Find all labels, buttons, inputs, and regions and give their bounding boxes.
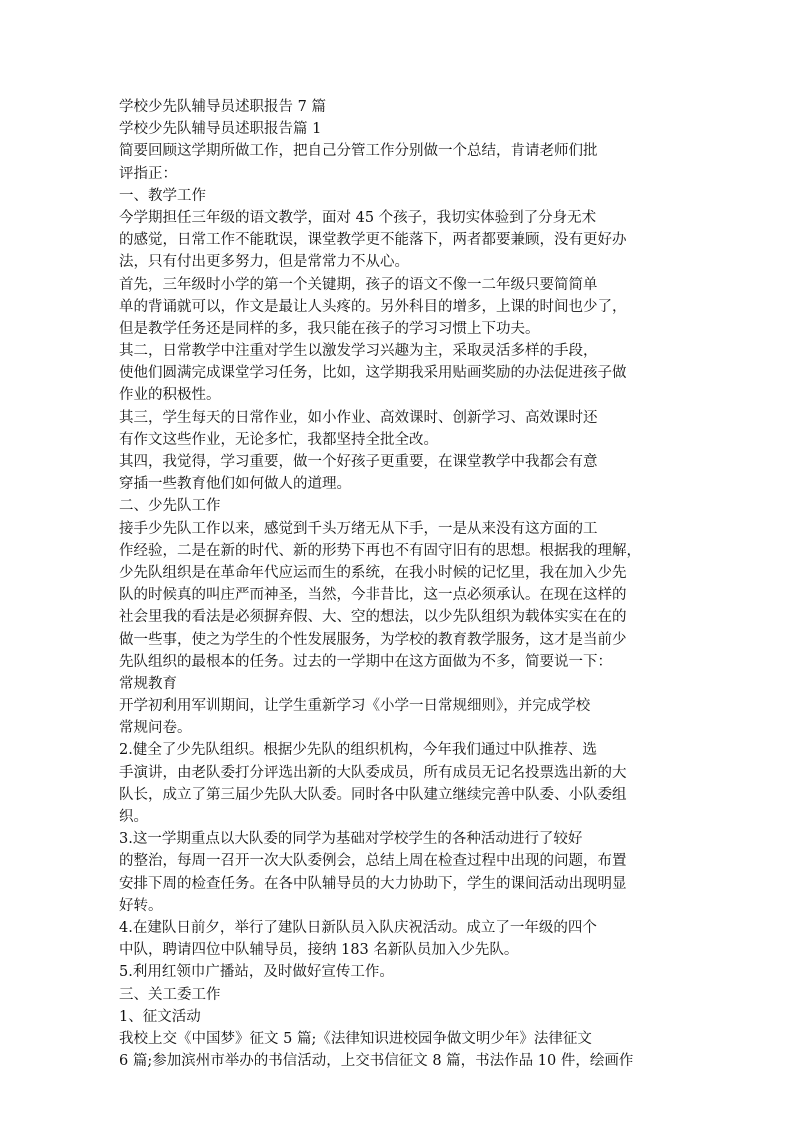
text-line: 3.这一学期重点以大队委的同学为基础对学校学生的各种活动进行了较好	[119, 831, 583, 848]
text-line: 社会里我的看法是必须摒弃假、大、空的想法，以少先队组织为载体实实在在的	[119, 609, 627, 626]
text-line: 评指正：	[119, 165, 177, 182]
text-line: 但是教学任务还是同样的多，我只能在孩子的学习习惯上下功夫。	[119, 320, 540, 337]
text-line: 先队组织的最根本的任务。过去的一学期中在这方面做为不多，简要说一下：	[119, 653, 612, 670]
text-line: 接手少先队工作以来，感觉到千头万绪无从下手，一是从来没有这方面的工	[119, 520, 598, 537]
text-line: 安排下周的检查任务。在各中队辅导员的大力协助下，学生的课间活动出现明显	[119, 875, 627, 892]
text-line: 二、少先队工作	[119, 498, 221, 515]
text-line: 6 篇;参加滨州市举办的书信活动，上交书信征文 8 篇，书法作品 10 件，绘画作	[119, 1053, 634, 1070]
document-title: 学校少先队辅导员述职报告 7 篇	[119, 99, 326, 115]
text-line: 2.健全了少先队组织。根据少先队的组织机构，今年我们通过中队推荐、选	[119, 742, 597, 759]
text-line: 其二，日常教学中注重对学生以激发学习兴趣为主，采取灵活多样的手段，	[119, 343, 598, 360]
text-line: 手演讲，由老队委打分评选出新的大队委成员，所有成员无记名投票选出新的大	[119, 764, 627, 781]
text-line: 4.在建队日前夕，举行了建队日新队员入队庆祝活动。成立了一年级的四个	[119, 919, 597, 936]
text-line: 开学初利用军训期间，让学生重新学习《小学一日常规细则》，并完成学校	[119, 698, 591, 715]
document-body	[119, 96, 679, 1072]
text-line: 其四，我觉得，学习重要，做一个好孩子更重要，在课堂教学中我都会有意	[119, 454, 598, 470]
section-subtitle: 学校少先队辅导员述职报告篇 1	[119, 121, 322, 138]
text-line: 5.利用红领巾广播站，及时做好宣传工作。	[119, 964, 394, 981]
text-line: 中队，聘请四位中队辅导员，接纳 183 名新队员加入少先队。	[119, 942, 519, 959]
text-line: 作业的积极性。	[119, 387, 221, 404]
text-line: 穿插一些教育他们如何做人的道理。	[119, 476, 351, 493]
text-line: 常规教育	[119, 675, 177, 692]
text-line: 三、关工委工作	[119, 986, 221, 1003]
text-line: 有作文这些作业，无论多忙，我都坚持全批全改。	[119, 431, 438, 448]
text-line: 一、教学工作	[119, 187, 206, 204]
text-line: 我校上交《中国梦》征文 5 篇;《法律知识进校园争做文明少年》法律征文	[119, 1030, 592, 1047]
text-line: 做一些事，使之为学生的个性发展服务，为学校的教育教学服务，这才是当前少	[119, 631, 627, 648]
text-line: 作经验，二是在新的时代、新的形势下再也不有固守旧有的思想。根据我的理解，	[119, 542, 641, 559]
text-line: 首先，三年级时小学的第一个关键期，孩子的语文不像一二年级只要简简单	[119, 276, 598, 293]
text-line: 常规问卷。	[119, 720, 192, 737]
text-line: 少先队组织是在革命年代应运而生的系统，在我小时候的记忆里，我在加入少先	[119, 564, 627, 581]
text-line: 的感觉，日常工作不能耽误，课堂教学更不能落下，两者都要兼顾，没有更好办	[119, 232, 627, 249]
text-line: 的整治，每周一召开一次大队委例会，总结上周在检查过程中出现的问题，布置	[119, 853, 627, 870]
text-line: 法，只有付出更多努力，但是常常力不从心。	[119, 254, 409, 271]
text-line: 队的时候真的叫庄严而神圣，当然，今非昔比，这一点必须承认。在现在这样的	[119, 587, 627, 604]
text-line: 织。	[119, 809, 148, 825]
text-line: 使他们圆满完成课堂学习任务，比如，这学期我采用贴画奖励的办法促进孩子做	[119, 365, 627, 382]
text-line: 好转。	[119, 897, 163, 914]
text-line: 单的背诵就可以，作文是最让人头疼的。另外科目的增多，上课的时间也少了，	[119, 298, 627, 315]
text-line: 队长，成立了第三届少先队大队委。同时各中队建立继续完善中队委、小队委组	[119, 786, 627, 803]
text-line: 其三，学生每天的日常作业，如小作业、高效课时、创新学习、高效课时还	[119, 409, 598, 426]
text-line: 1、征文活动	[119, 1008, 201, 1025]
text-line: 简要回顾这学期所做工作，把自己分管工作分别做一个总结，肯请老师们批	[119, 143, 598, 160]
text-line: 今学期担任三年级的语文教学，面对 45 个孩子，我切实体验到了分身无术	[119, 209, 597, 226]
